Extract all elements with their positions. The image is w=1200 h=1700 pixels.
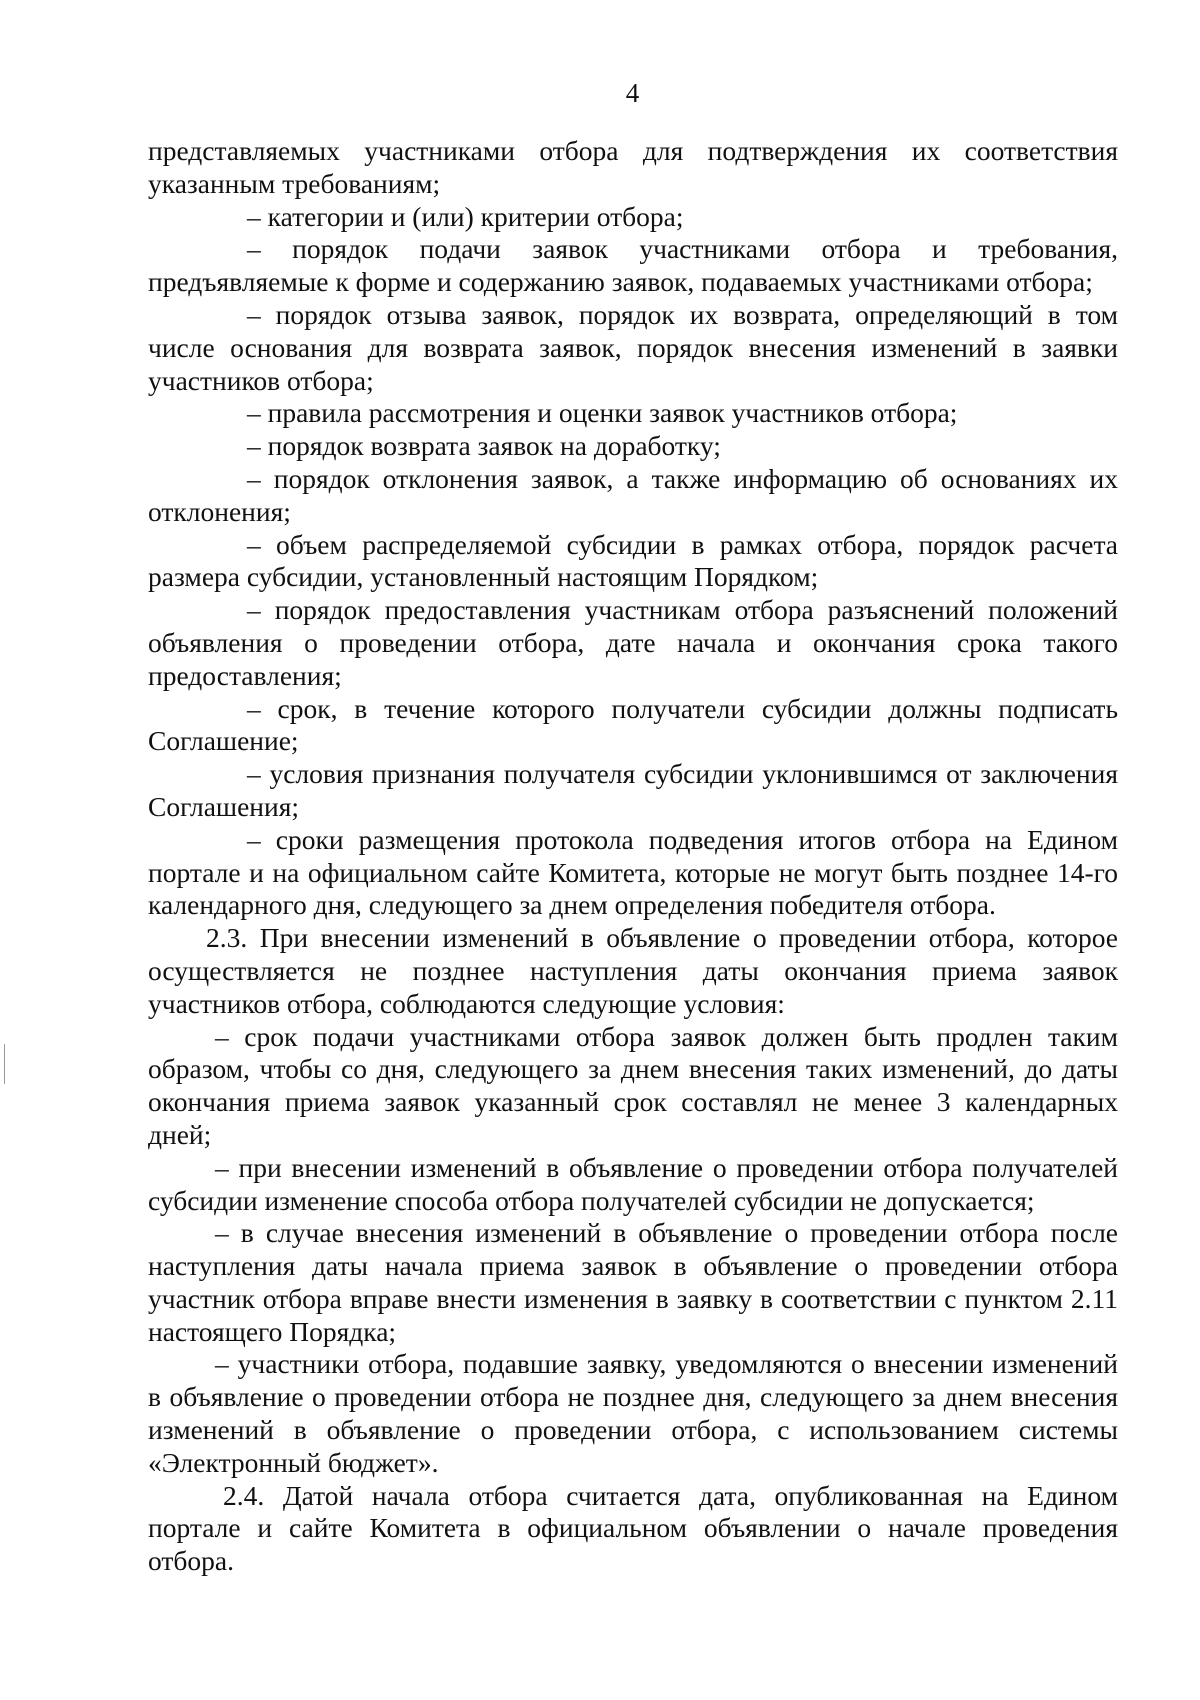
list-item-categories: – категории и (или) критерии отбора; bbox=[247, 200, 684, 232]
list-item-withdrawal-order: – порядок отзыва заявок, порядок их возврата, определяющий в том числе основания для возврата заявок, порядок внесения изменений в заявки участников отбора; bbox=[148, 298, 1118, 396]
list-item-signing-deadline: – срок, в течение которого получатели субсидии должны подписать Соглашение; bbox=[148, 692, 1118, 757]
list-item-return-for-revision: – порядок возврата заявок на доработку; bbox=[247, 430, 721, 462]
page-number: 4 bbox=[625, 78, 640, 108]
condition-term-extension: – срок подачи участниками отбора заявок должен быть продлен таким образом, чтобы со дня, следующего за днем внесения таких изменений, до даты окончания приема заявок указанный срок составлял не менее 3 календарных дней; bbox=[148, 1020, 1118, 1150]
paragraph-continuation: представляемых участниками отбора для подтверждения их соответствия указанным требованиям; bbox=[148, 135, 1118, 199]
section-2-4: 2.4. Датой начала отбора считается дата, опубликованная на Едином портале и сайте Комитета в официальном объявлении о начале проведения отбора. bbox=[148, 1479, 1118, 1577]
list-item-protocol-deadlines: – сроки размещения протокола подведения итогов отбора на Едином портале и на официальном сайте Комитета, которые не могут быть позднее 14-го календарного дня, следующего за днем определения победителя отбора. bbox=[148, 823, 1118, 921]
list-item-subsidy-volume: – объем распределяемой субсидии в рамках отбора, порядок расчета размера субсидии, установленный настоящим Порядком; bbox=[148, 528, 1118, 593]
scan-margin-mark bbox=[4, 1044, 5, 1084]
list-item-rejection-order: – порядок отклонения заявок, а также информацию об основаниях их отклонения; bbox=[148, 462, 1118, 527]
condition-participant-notification: – участники отбора, подавшие заявку, уведомляются о внесении изменений в объявление о проведении отбора не позднее дня, следующего за днем внесения изменений в объявление о проведении отбора, с использованием системы «Электронный бюджет». bbox=[148, 1348, 1118, 1478]
list-item-evasion-conditions: – условия признания получателя субсидии уклонившимся от заключения Соглашения; bbox=[148, 758, 1118, 822]
list-item-review-rules: – правила рассмотрения и оценки заявок участников отбора; bbox=[247, 397, 958, 429]
condition-method-unchanged: – при внесении изменений в объявление о проведении отбора получателей субсидии изменение способа отбора получателей субсидии не допускается; bbox=[148, 1151, 1118, 1216]
condition-application-changes: – в случае внесения изменений в объявление о проведении отбора после наступления даты начала приема заявок в объявление о проведении отбора участник отбора вправе внести изменения в заявку в соответствии с пунктом 2.11 настоящего Порядка; bbox=[148, 1217, 1118, 1347]
section-2-3: 2.3. При внесении изменений в объявление о проведении отбора, которое осуществляется не позднее наступления даты окончания приема заявок участников отбора, соблюдаются следующие условия: bbox=[148, 922, 1118, 1019]
document-body bbox=[148, 135, 1118, 1578]
list-item-clarifications: – порядок предоставления участникам отбора разъяснений положений объявления о проведении отбора, дате начала и окончания срока такого предоставления; bbox=[148, 594, 1118, 691]
list-item-submission-order: – порядок подачи заявок участниками отбора и требования, предъявляемые к форме и содержанию заявок, подаваемых участниками отбора; bbox=[148, 233, 1118, 298]
